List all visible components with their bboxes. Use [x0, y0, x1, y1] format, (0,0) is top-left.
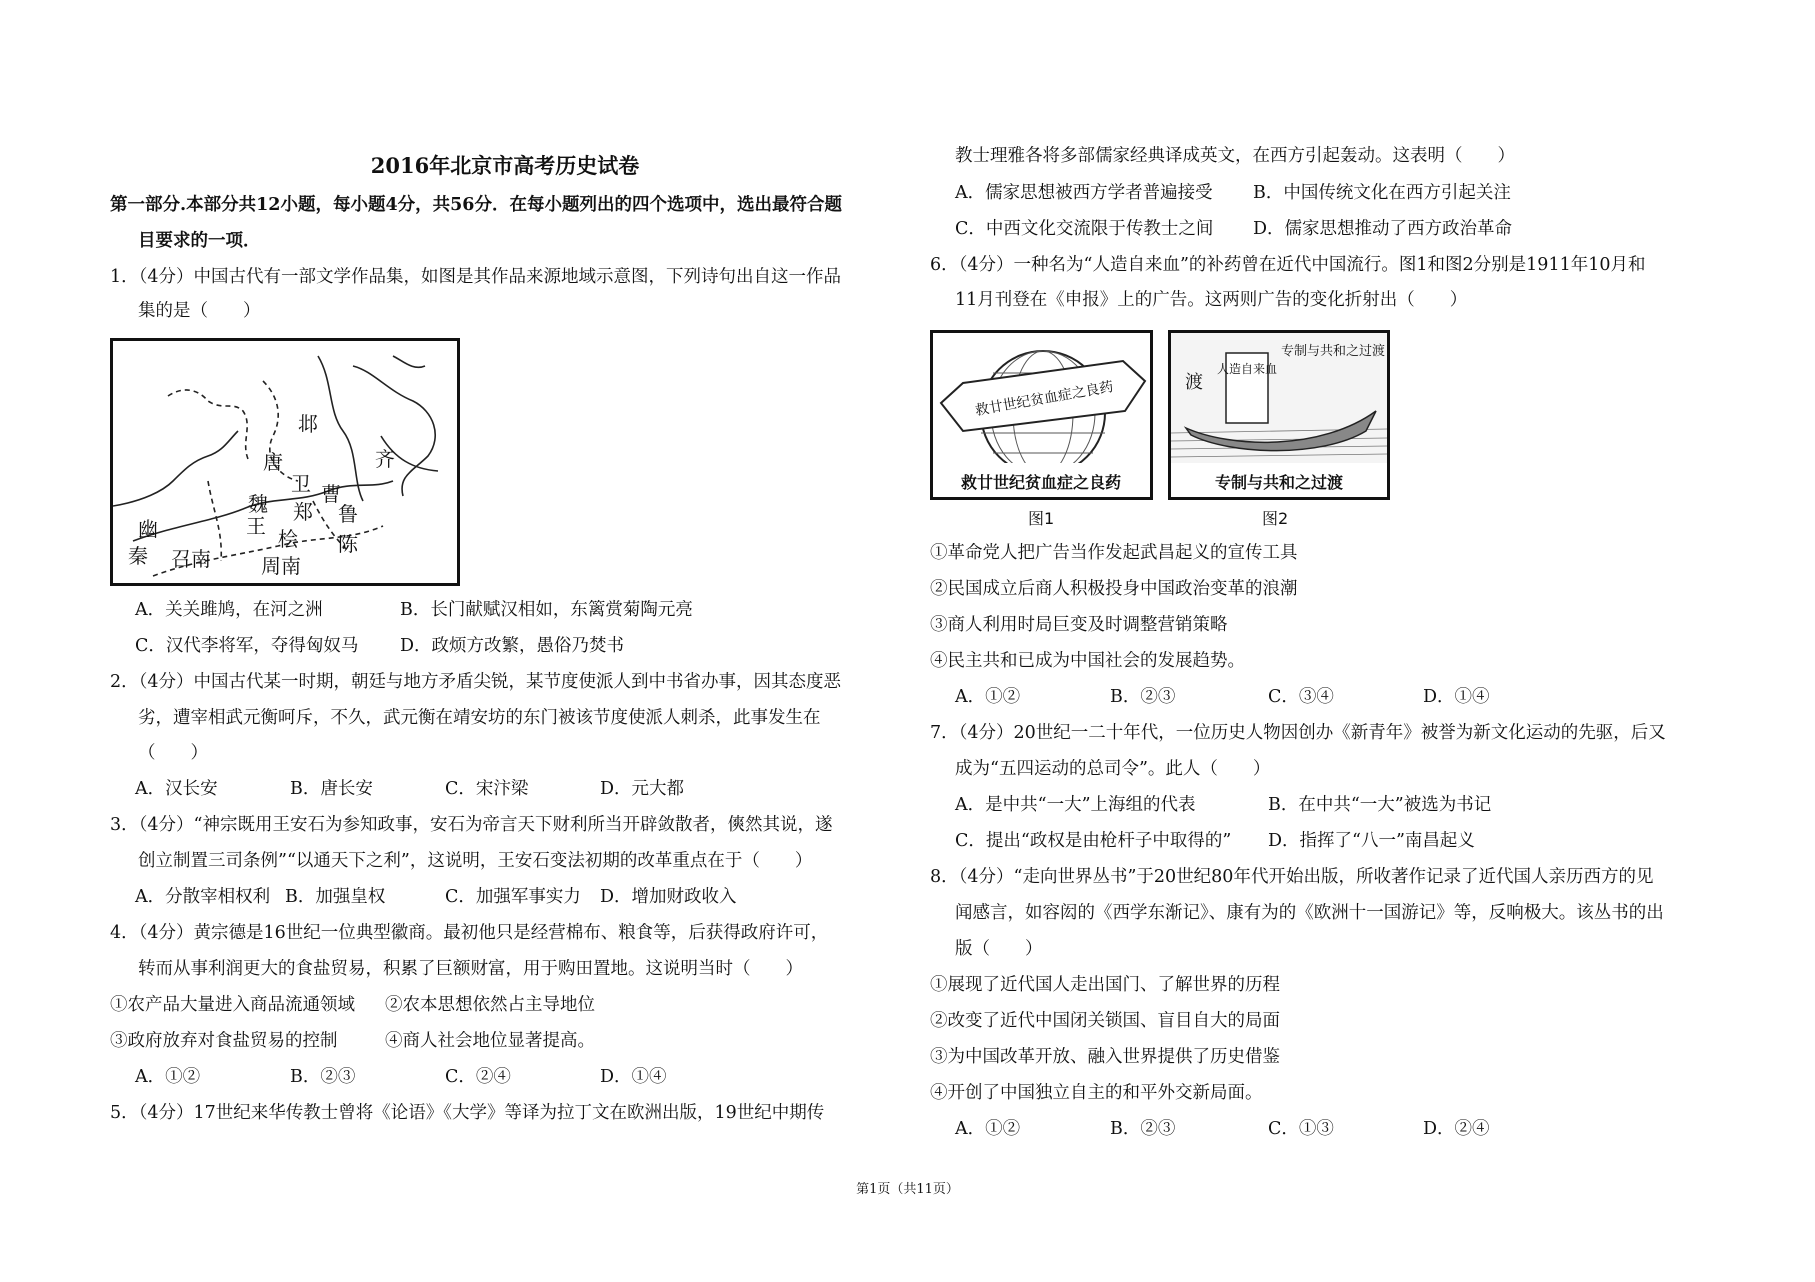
figure2-sign-text: 人造自来血: [1216, 362, 1278, 376]
coast-line: [113, 431, 238, 506]
figure2-drawing: [1171, 333, 1387, 497]
option-a[interactable]: A．分散宰相权利: [135, 887, 271, 907]
figure2-caption: 专制与共和之过渡: [1214, 473, 1344, 492]
map-label: 王: [246, 514, 266, 538]
option-c[interactable]: C．提出“政权是由枪杆子中取得的”: [955, 831, 1232, 851]
map-label: 魏: [248, 492, 268, 516]
q7-options-row1: [955, 792, 1715, 818]
option-b[interactable]: B．唐长安: [290, 779, 373, 799]
q3-stem-line1: 3．（4分）“神宗既用王安石为参知政事，安石为帝言天下财利所当开辟敛散者，傸然其说，遂: [110, 815, 833, 835]
map-label: 齐: [375, 447, 395, 471]
q2-options: [135, 776, 895, 802]
map-label: 邶: [298, 412, 318, 436]
option-d[interactable]: D．儒家思想推动了西方政治革命: [1253, 219, 1513, 239]
option-b[interactable]: B．在中共“一大”被选为书记: [1268, 795, 1492, 815]
q4-options: [135, 1064, 895, 1090]
option-b[interactable]: B．长门献赋汉相如，东篱赏菊陶元亮: [400, 600, 693, 620]
option-c[interactable]: C．汉代李将军，夺得匈奴马: [135, 636, 359, 656]
q1-options-row2: [135, 633, 895, 659]
q5-options-row2: [955, 216, 1715, 242]
statement-2: ②农本思想依然占主导地位: [385, 995, 595, 1015]
option-d[interactable]: D．①④: [600, 1067, 667, 1087]
q6-figure2-advert: [1168, 330, 1390, 500]
option-c[interactable]: C．③④: [1268, 687, 1334, 707]
option-a[interactable]: A．是中共“一大”上海组的代表: [955, 795, 1196, 815]
figure1-caption: 救廿世纪贫血症之良药: [960, 473, 1122, 492]
q5-options-row1: [955, 180, 1715, 206]
map-label: 周南: [261, 554, 301, 578]
q6-stem-line2: 11月刊登在《申报》上的广告。这两则广告的变化折射出（ ）: [955, 290, 1468, 310]
figure2-side-char: 渡: [1185, 372, 1203, 393]
q2-stem-line2: 劣，遭宰相武元衡呵斥，不久，武元衡在靖安坊的东门被该节度使派人刺杀，此事发生在: [138, 708, 821, 728]
map-drawing: [113, 341, 457, 583]
option-c[interactable]: C．①③: [1268, 1119, 1334, 1139]
map-label: 鲁: [338, 502, 358, 526]
statement-1: ①展现了近代国人走出国门、了解世界的历程: [930, 975, 1280, 995]
q3-stem-line2: 创立制置三司条例”“以通天下之利”，这说明，王安石变法初期的改革重点在于（ ）: [138, 851, 813, 871]
option-d[interactable]: D．指挥了“八一”南昌起义: [1268, 831, 1475, 851]
statement-3: ③政府放弃对食盐贸易的控制: [110, 1031, 338, 1051]
option-d[interactable]: D．政烦方改繁，愚俗乃焚书: [400, 636, 625, 656]
figure1-drawing: [933, 333, 1150, 497]
coast-line: [393, 356, 425, 367]
option-b[interactable]: B．②③: [290, 1067, 356, 1087]
section-intro-line2: 目要求的一项．: [138, 231, 261, 251]
option-a[interactable]: A．汉长安: [135, 779, 218, 799]
q8-stem-line3: 版（ ）: [955, 939, 1043, 959]
q8-stem-line1: 8．（4分）“走向世界丛书”于20世纪80年代开始出版，所收著作记录了近代国人亲历西方的见: [930, 867, 1654, 887]
statement-2: ②民国成立后商人积极投身中国政治变革的浪潮: [930, 579, 1298, 599]
option-d[interactable]: D．元大都: [600, 779, 685, 799]
q7-stem-line2: 成为“五四运动的总司令”。此人（ ）: [955, 759, 1271, 779]
map-label: 郑: [293, 500, 313, 524]
figure1-label: 图1: [1028, 509, 1055, 528]
coast-line: [353, 366, 435, 496]
option-a[interactable]: A．①②: [135, 1067, 201, 1087]
map-label: 桧: [278, 527, 298, 551]
map-label: 曹: [321, 482, 341, 506]
q7-stem-line1: 7．（4分）20世纪一二十年代，一位历史人物因创办《新青年》被誉为新文化运动的先驱，后又: [930, 723, 1666, 743]
statement-1: ①革命党人把广告当作发起武昌起义的宣传工具: [930, 543, 1298, 563]
q3-options: [135, 884, 895, 910]
option-a[interactable]: A．儒家思想被西方学者普遍接受: [955, 183, 1213, 203]
statement-3: ③商人利用时局巨变及时调整营销策略: [930, 615, 1228, 635]
option-b[interactable]: B．加强皇权: [285, 887, 386, 907]
statement-3: ③为中国改革开放、融入世界提供了历史借鉴: [930, 1047, 1280, 1067]
statement-4: ④民主共和已成为中国社会的发展趋势。: [930, 651, 1245, 671]
option-c[interactable]: C．中西文化交流限于传教士之间: [955, 219, 1214, 239]
q6-figure1-advert: [930, 330, 1153, 500]
q2-stem-line1: 2．（4分）中国古代某一时期，朝廷与地方矛盾尖锐，某节度使派人到中书省办事，因其态度恶: [110, 672, 842, 692]
page-footer: 第1页（共11页）: [856, 1182, 959, 1197]
option-d[interactable]: D．②④: [1423, 1119, 1490, 1139]
river-line: [318, 356, 363, 501]
option-a[interactable]: A．①②: [955, 1119, 1021, 1139]
map-label: 召南: [171, 547, 211, 571]
option-a[interactable]: A．关关雎鸠，在河之洲: [135, 600, 323, 620]
option-b[interactable]: B．中国传统文化在西方引起关注: [1253, 183, 1511, 203]
map-label: 幽: [138, 517, 158, 541]
q1-options-row1: [135, 597, 895, 623]
option-b[interactable]: B．②③: [1110, 1119, 1176, 1139]
option-c[interactable]: C．加强军事实力: [445, 887, 581, 907]
map-label: 卫: [291, 472, 311, 496]
q1-stem-line1: 1．（4分）中国古代有一部文学作品集，如图是其作品来源地域示意图，下列诗句出自这一作品: [110, 267, 842, 287]
q5-stem-line2: 教士理雅各将多部儒家经典译成英文，在西方引起轰动。这表明（ ）: [955, 146, 1515, 166]
q7-options-row2: [955, 828, 1715, 854]
figure2-label: 图2: [1262, 509, 1289, 528]
statement-4: ④开创了中国独立自主的和平外交新局面。: [930, 1083, 1263, 1103]
figure1-ribbon-text: 救廿世纪贫血症之良药: [973, 379, 1115, 420]
option-d[interactable]: D．①④: [1423, 687, 1490, 707]
page-title: 2016年北京市高考历史试卷: [370, 153, 640, 178]
q2-stem-line3: （ ）: [138, 743, 208, 763]
q1-region-map: [110, 338, 460, 586]
option-a[interactable]: A．①②: [955, 687, 1021, 707]
map-label: 陈: [338, 532, 358, 556]
border-line: [168, 390, 248, 459]
q1-stem-line2: 集的是（ ）: [138, 301, 261, 321]
q4-statements-row1: [110, 992, 900, 1018]
map-label: 唐: [263, 450, 283, 474]
option-d[interactable]: D．增加财政收入: [600, 887, 737, 907]
statement-2: ②改变了近代中国闭关锁国、盲目自大的局面: [930, 1011, 1280, 1031]
option-c[interactable]: C．宋汴梁: [445, 779, 529, 799]
q4-stem-line2: 转而从事利润更大的食盐贸易，积累了巨额财富，用于购田置地。这说明当时（ ）: [138, 959, 803, 979]
map-label: 秦: [128, 544, 148, 568]
q4-statements-row2: [110, 1028, 900, 1054]
q4-stem-line1: 4．（4分）黄宗德是16世纪一位典型徽商。最初他只是经营棉布、粮食等，后获得政府许可，: [110, 923, 829, 943]
figure2-top-text: 专制与共和之过渡: [1281, 344, 1386, 359]
q6-stem-line1: 6．（4分）一种名为“人造自来血”的补药曾在近代中国流行。图1和图2分别是1911年10月和: [930, 255, 1646, 275]
statement-1: ①农产品大量进入商品流通领域: [110, 995, 355, 1015]
q8-stem-line2: 闻感言，如容闳的《西学东渐记》、康有为的《欧洲十一国游记》等，反响极大。该丛书的出: [955, 903, 1664, 923]
q8-options: [955, 1116, 1715, 1142]
statement-4: ④商人社会地位显著提高。: [385, 1031, 595, 1051]
section-intro-line1: 第一部分.本部分共12小题，每小题4分，共56分．在每小题列出的四个选项中，选出最符合题: [110, 195, 842, 215]
q5-stem-line1: 5．（4分）17世纪来华传教士曾将《论语》《大学》等译为拉丁文在欧洲出版，19世纪中期传: [110, 1103, 825, 1123]
q6-options: [955, 684, 1715, 710]
option-b[interactable]: B．②③: [1110, 687, 1176, 707]
option-c[interactable]: C．②④: [445, 1067, 511, 1087]
